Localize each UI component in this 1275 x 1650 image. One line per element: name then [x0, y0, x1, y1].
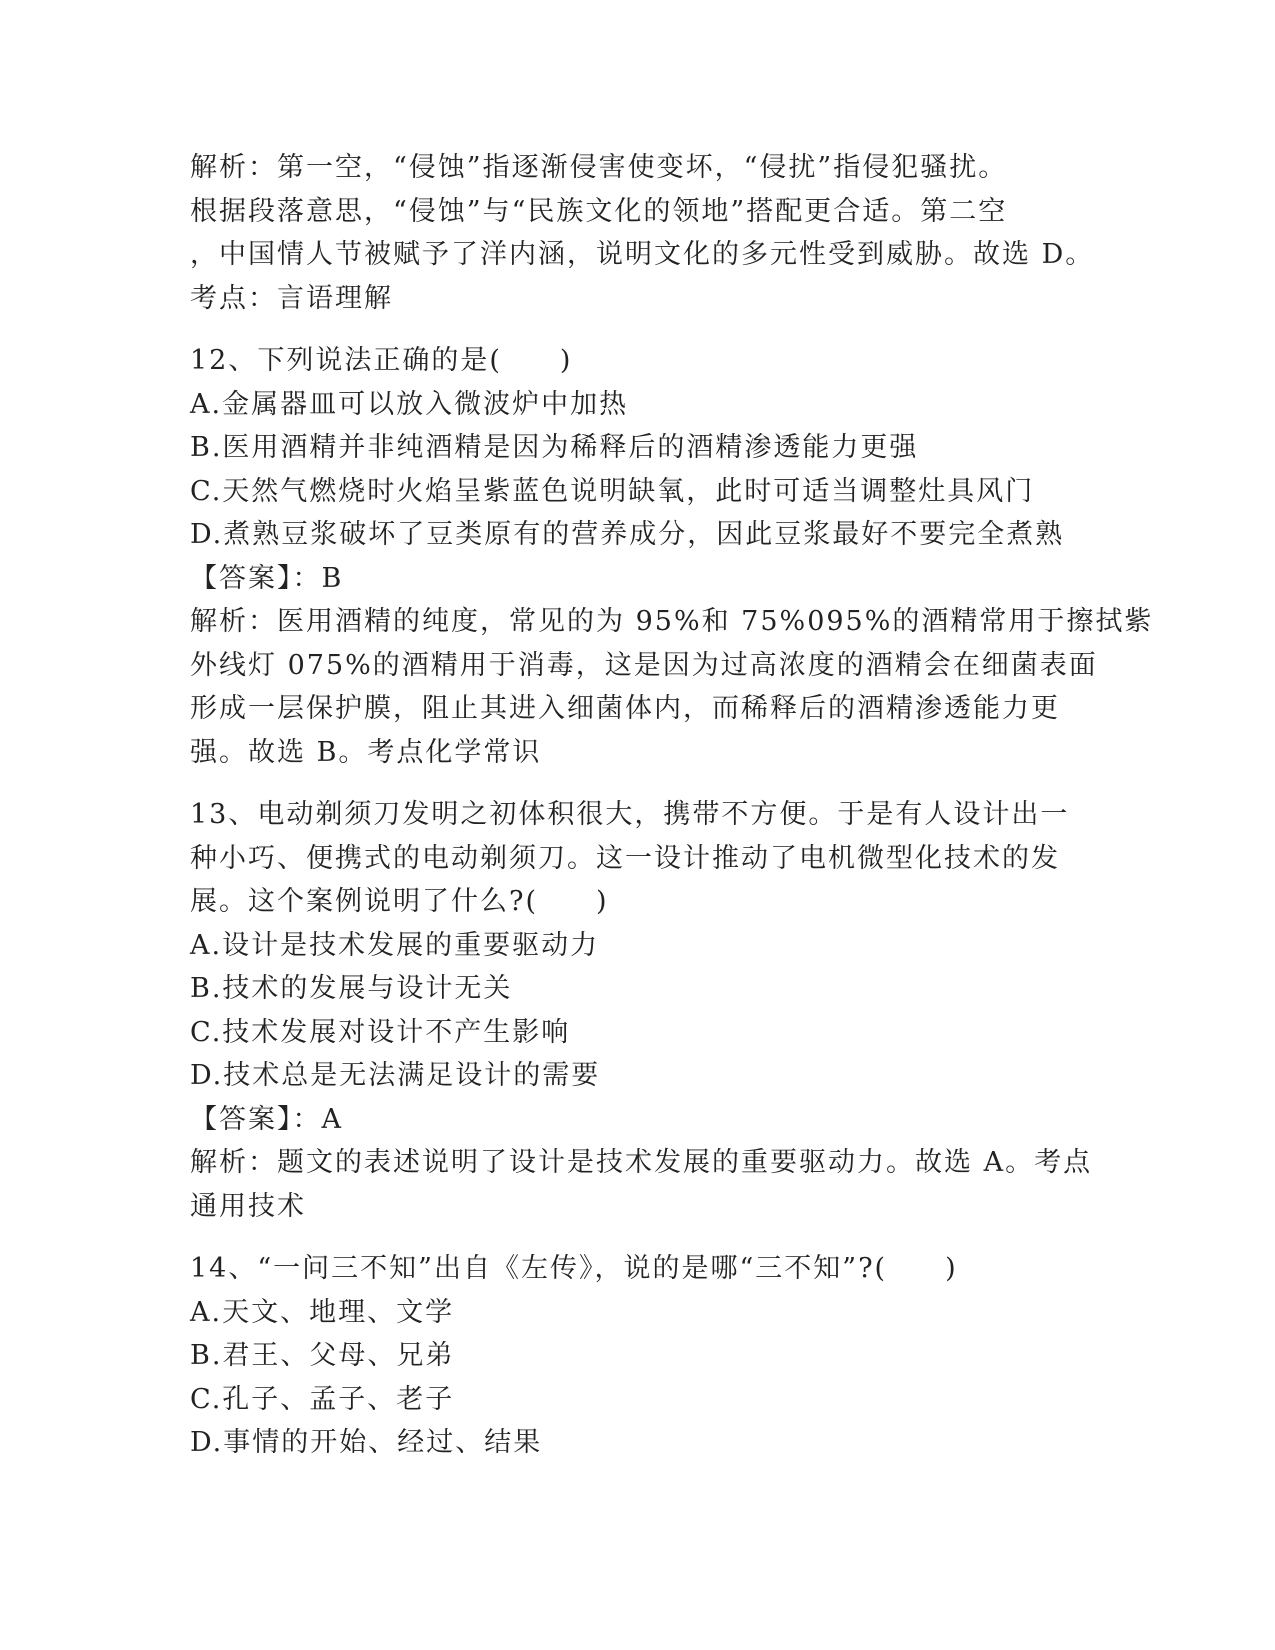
q11-analysis-line: 解析：第一空，“侵蚀”指逐渐侵害使变坏，“侵扰”指侵犯骚扰。	[190, 152, 1008, 183]
q13-analysis-line: 通用技术	[190, 1190, 306, 1222]
question-13-stem-line: 种小巧、便携式的电动剃须刀。这一设计推动了电机微型化技术的发	[190, 842, 1060, 874]
question-14-option-a: A.天文、地理、文学	[190, 1296, 455, 1328]
question-12	[190, 339, 1154, 774]
section-gap	[190, 320, 1090, 339]
question-13-answer: 【答案】：A	[190, 1103, 343, 1135]
question-12-option-a: A.金属器皿可以放入微波炉中加热	[190, 388, 629, 420]
question-14-option-d: D.事情的开始、经过、结果	[190, 1427, 543, 1458]
q12-analysis-line: 解析：医用酒精的纯度，常见的为 95%和 75%095%的酒精常用于擦拭紫	[190, 606, 1154, 637]
question-13-option-d: D.技术总是无法满足设计的需要	[190, 1060, 601, 1091]
q11-analysis-line: ，中国情人节被赋予了洋内涵，说明文化的多元性受到威胁。故选 D。	[190, 239, 1095, 270]
question-12-option-b: B.医用酒精并非纯酒精是因为稀释后的酒精渗透能力更强	[190, 432, 919, 463]
q13-analysis-line: 解析：题文的表述说明了设计是技术发展的重要驱动力。故选 A。考点	[190, 1147, 1093, 1178]
section-gap	[190, 774, 1090, 793]
question-14	[190, 1247, 1090, 1465]
question-13-stem-line: 13、电动剃须刀发明之初体积很大，携带不方便。于是有人设计出一	[190, 799, 1070, 830]
q12-analysis-line: 外线灯 075%的酒精用于消毒，这是因为过高浓度的酒精会在细菌表面	[190, 649, 1098, 681]
question-13-option-b: B.技术的发展与设计无关	[190, 973, 513, 1004]
q12-analysis-line: 强。故选 B。考点化学常识	[190, 736, 542, 768]
q11-analysis	[190, 146, 1095, 320]
question-13-option-c: C.技术发展对设计不产生影响	[190, 1016, 571, 1048]
question-14-stem: 14、“一问三不知”出自《左传》，说的是哪“三不知”?( )	[190, 1253, 958, 1284]
section-gap	[190, 1228, 1090, 1247]
question-13-option-a: A.设计是技术发展的重要驱动力	[190, 929, 600, 961]
q11-analysis-line: 考点：言语理解	[190, 282, 393, 314]
question-12-option-c: C.天然气燃烧时火焰呈紫蓝色说明缺氧，此时可适当调整灶具风门	[190, 475, 1035, 507]
question-14-option-c: C.孔子、孟子、老子	[190, 1383, 455, 1415]
question-14-option-b: B.君王、父母、兄弟	[190, 1340, 455, 1371]
document-content	[190, 146, 1154, 1465]
q12-analysis-line: 形成一层保护膜，阻止其进入细菌体内，而稀释后的酒精渗透能力更	[190, 693, 1060, 724]
q11-analysis-line: 根据段落意思，“侵蚀”与“民族文化的领地”搭配更合适。第二空	[190, 195, 1008, 227]
question-12-stem: 12、下列说法正确的是( )	[190, 345, 573, 376]
question-13-stem-line: 展。这个案例说明了什么?( )	[190, 886, 609, 917]
question-12-answer: 【答案】：B	[190, 562, 344, 594]
question-12-option-d: D.煮熟豆浆破坏了豆类原有的营养成分，因此豆浆最好不要完全煮熟	[190, 519, 1065, 550]
question-13	[190, 793, 1093, 1228]
